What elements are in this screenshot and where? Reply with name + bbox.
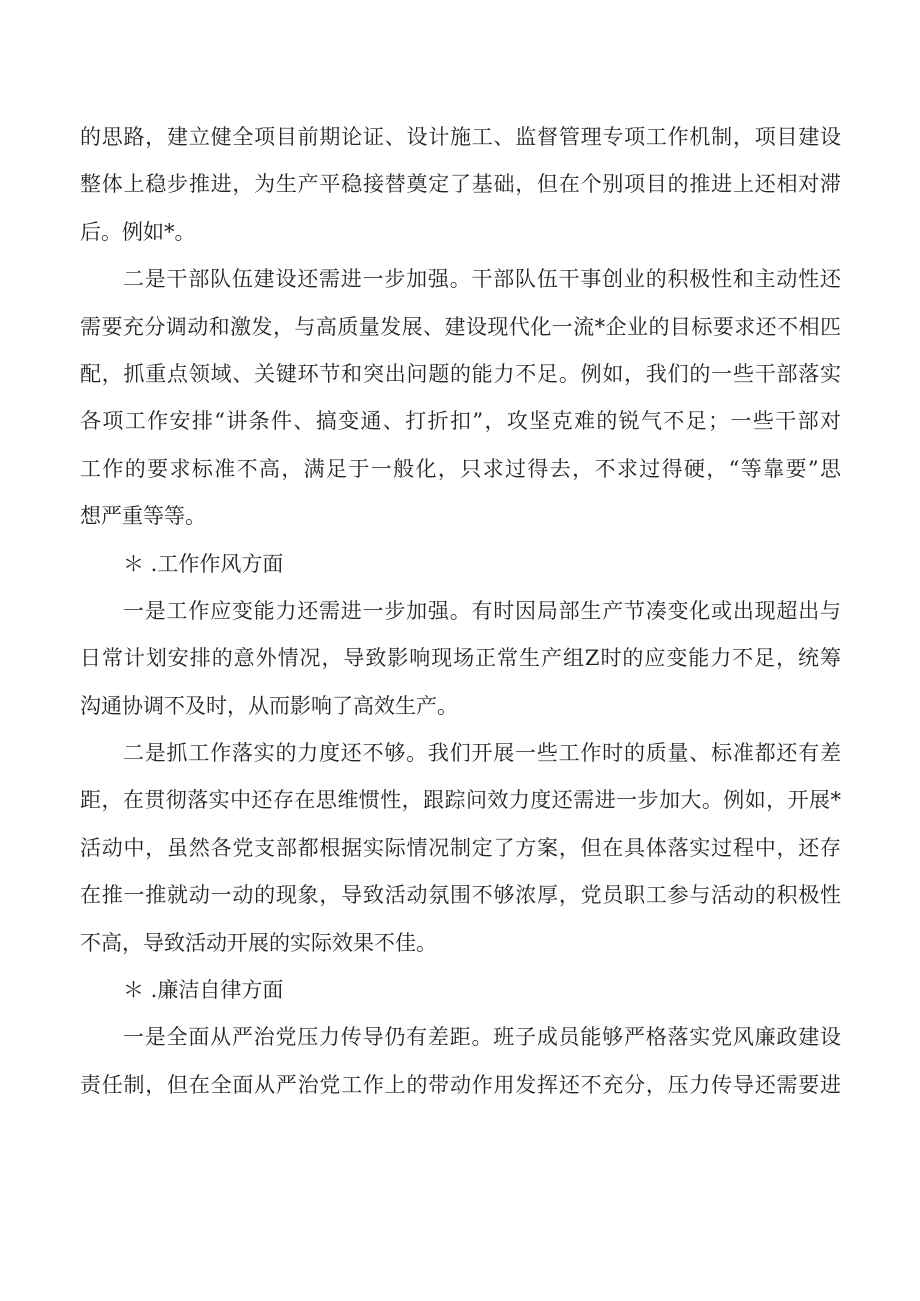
text-line: 一是工作应变能力还需进一步加强。有时因局部生产节凑变化或出现超出与 [123, 598, 841, 623]
text-line: 想严重等等。 [80, 504, 206, 529]
text-line: 工作的要求标准不高，满足于一般化，只求过得去，不求过得硬，“等靠要”思 [80, 456, 841, 481]
text-line: 的思路，建立健全项目前期论证、设计施工、监督管理专项工作机制，项目建设 [80, 125, 841, 149]
text-line: ＊ .廉洁自律方面 [123, 978, 284, 1003]
text-line: 沟通协调不及时，从而影响了高效生产。 [80, 693, 458, 718]
section-heading [80, 967, 841, 1014]
text-line: 活动中，虽然各党支部都根据实际情况制定了方案，但在具体落实过程中，还存 [80, 835, 841, 860]
text-line: 在推一推就动一动的现象，导致活动氛围不够浓厚，党员职工参与活动的积极性 [80, 883, 841, 908]
text-line: 各项工作安排“讲条件、搞变通、打折扣”，攻坚克难的锐气不足；一些干部对 [80, 409, 841, 434]
text-line: 整体上稳步推进，为生产平稳接替奠定了基础，但在个别项目的推进上还相对滞 [80, 172, 841, 197]
text-line: 不高，导致活动开展的实际效果不佳。 [80, 930, 437, 955]
paragraph [80, 114, 841, 256]
text-line: 需要充分调动和激发，与高质量发展、建设现代化一流*企业的目标要求还不相匹 [80, 314, 841, 339]
text-line: 日常计划安排的意外情况，导致影响现场正常生产组Z时的应变能力不足，统筹 [80, 646, 841, 671]
paragraph [80, 1014, 841, 1109]
text-line: ＊ .工作作风方面 [123, 551, 284, 576]
paragraph [80, 256, 841, 540]
document-page [80, 114, 841, 1109]
text-line: 责任制，但在全面从严治党工作上的带动作用发挥还不充分，压力传导还需要进 [80, 1072, 841, 1097]
text-line: 二是干部队伍建设还需进一步加强。干部队伍干事创业的积极性和主动性还 [123, 267, 841, 292]
section-heading [80, 541, 841, 588]
text-line: 配，抓重点领域、关键环节和突出问题的能力不足。例如，我们的一些干部落实 [80, 361, 841, 386]
paragraph [80, 730, 841, 967]
text-line: 一是全面从严治党压力传导仍有差距。班子成员能够严格落实党风廉政建设 [123, 1025, 841, 1050]
paragraph [80, 588, 841, 730]
text-line: 后。例如*。 [80, 219, 196, 244]
text-line: 二是抓工作落实的力度还不够。我们开展一些工作时的质量、标准都还有差 [123, 741, 841, 766]
text-line: 距，在贯彻落实中还存在思维惯性，跟踪问效力度还需进一步加大。例如，开展* [80, 788, 841, 813]
